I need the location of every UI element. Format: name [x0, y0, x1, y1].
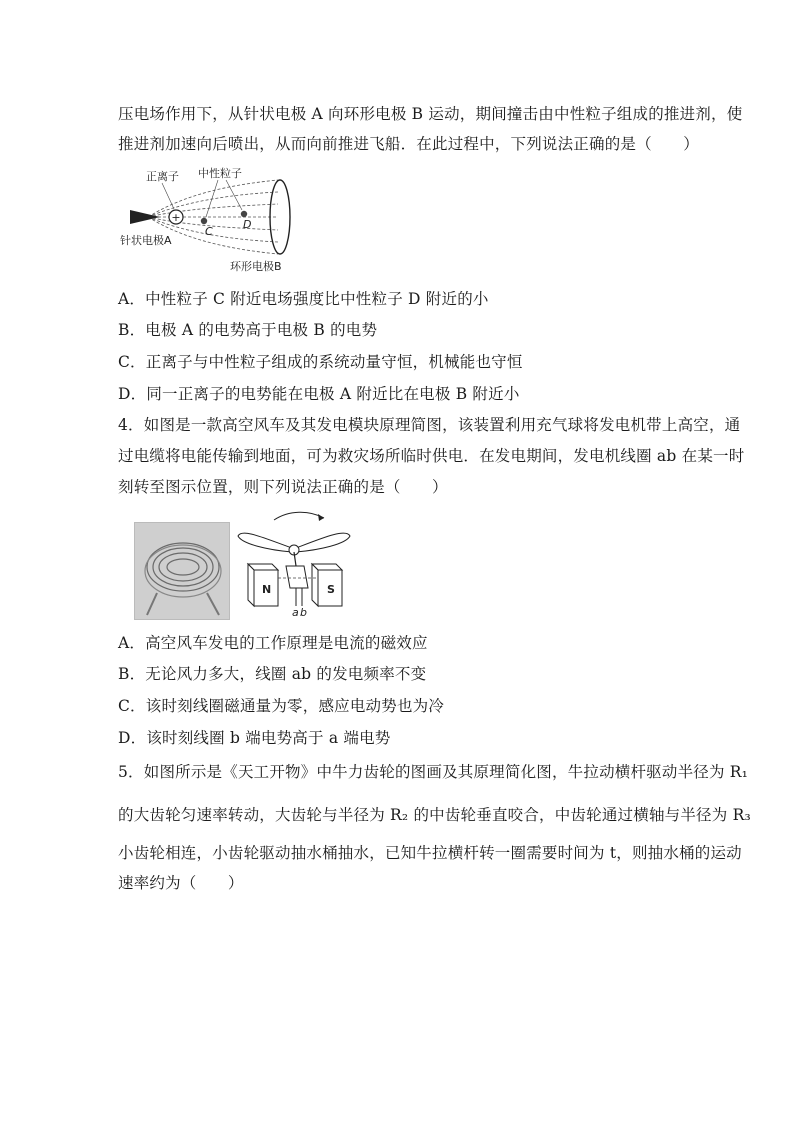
q4-stem-line-1: 4．如图是一款高空风车及其发电模块原理简图，该装置利用充气球将发电机带上高空，通: [118, 416, 741, 434]
positive-ion-label: 正离子: [146, 170, 179, 183]
q5-stem-line-3: 小齿轮相连，小齿轮驱动抽水桶抽水，已知牛拉横杆转一圈需要时间为 t，则抽水桶的运动: [118, 844, 742, 862]
ring-electrode-label: 环形电极B: [230, 260, 282, 273]
south-label: S: [327, 583, 335, 596]
b-label: b: [300, 606, 307, 618]
neutral-particle-d: [241, 211, 247, 217]
q4-stem-line-2: 过电缆将电能传输到地面，可为救灾场所临时供电．在发电期间，发电机线圈 ab 在某一时: [118, 447, 745, 465]
ion-thruster-figure: [118, 162, 308, 280]
q5-stem-line-2: 的大齿轮匀速率转动，大齿轮与半径为 R₂ 的中齿轮垂直咬合，中齿轮通过横轴与半径为 R₃: [118, 806, 751, 824]
q3-option-b: B．电极 A 的电势高于电极 B 的电势: [118, 321, 378, 339]
q4-stem-line-3: 刻转至图示位置，则下列说法正确的是（ ）: [118, 478, 448, 496]
coil: [286, 566, 308, 588]
q4-option-b: B．无论风力多大，线圈 ab 的发电频率不变: [118, 665, 427, 683]
generator-schematic: [234, 508, 356, 618]
needle-electrode-a: [130, 210, 160, 224]
plus-sign: +: [171, 211, 181, 224]
needle-electrode-label: 针状电极A: [120, 234, 172, 247]
point-c-label: C: [205, 225, 213, 238]
a-label: a: [292, 606, 299, 618]
q3-option-a: A．中性粒子 C 附近电场强度比中性粒子 D 附近的小: [118, 290, 489, 308]
neutral-particle-label: 中性粒子: [198, 167, 242, 180]
q4-option-c: C．该时刻线圈磁通量为零，感应电动势也为冷: [118, 697, 445, 715]
point-d-label: D: [243, 218, 252, 231]
q5-stem-line-1: 5．如图所示是《天工开物》中牛力齿轮的图画及其原理简化图，牛拉动横杆驱动半径为 R₁: [118, 763, 749, 781]
q3-option-c: C．正离子与中性粒子组成的系统动量守恒，机械能也守恒: [118, 353, 523, 371]
neutral-particle-c: [201, 218, 207, 224]
q3-stem-line-2: 推进剂加速向后喷出，从而向前推进飞船．在此过程中，下列说法正确的是（ ）: [118, 135, 699, 153]
north-label: N: [262, 583, 272, 596]
wind-turbine-photo: [134, 522, 230, 620]
q3-stem-line-1: 压电场作用下，从针状电极 A 向环形电极 B 运动，期间撞击由中性粒子组成的推进剂，使: [118, 105, 743, 123]
q4-option-d: D．该时刻线圈 b 端电势高于 a 端电势: [118, 729, 391, 747]
q3-option-d: D．同一正离子的电势能在电极 A 附近比在电极 B 附近小: [118, 385, 520, 403]
q4-option-a: A．高空风车发电的工作原理是电流的磁效应: [118, 634, 428, 652]
q5-stem-line-4: 速率约为（ ）: [118, 874, 244, 892]
